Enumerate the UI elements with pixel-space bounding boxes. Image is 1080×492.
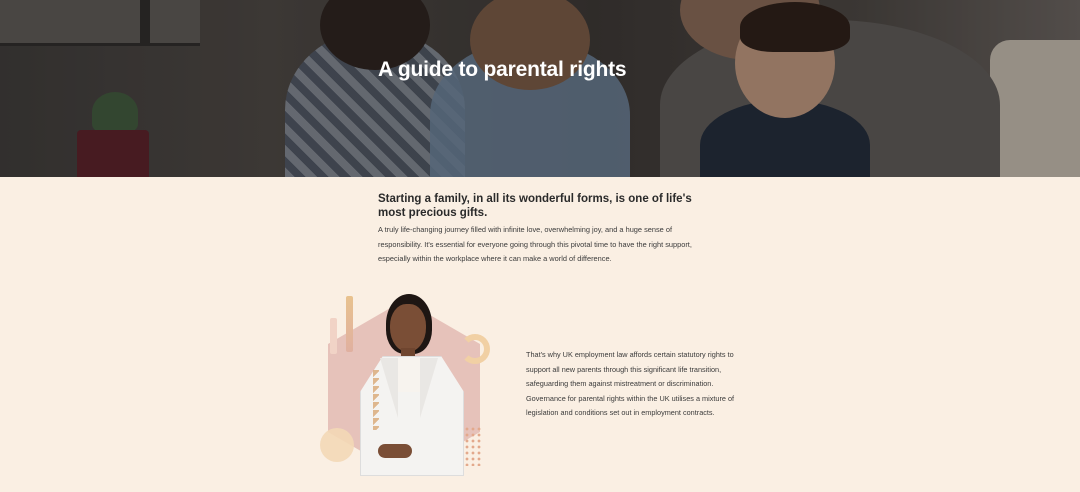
hero-banner [0,0,1080,177]
woman-top [398,358,420,392]
intro-paragraph: A truly life-changing journey filled with infinite love, overwhelming joy, and a huge sense of responsibility. It's essential for everyone going through this pivotal time to have the right support, especially within the workplace where it can make a world of difference. [378,225,692,263]
woman-hand [378,444,412,458]
woman-face [390,304,426,352]
page-title: A guide to parental rights [378,58,627,81]
hero-overlay [0,0,1080,177]
section-paragraph: That's why UK employment law affords certain statutory rights to support all new parents through this significant life transition, safeguarding them against mistreatment or discrimination. Governance for parental rights within the UK utilises a mixture of legislation and conditions set out in employment contracts. [526,350,735,417]
section-illustration [318,292,498,482]
decor-triangles [373,370,383,430]
woman-portrait [318,292,498,482]
intro-heading: Starting a family, in all its wonderful forms, is one of life's most precious gifts. [378,193,692,219]
